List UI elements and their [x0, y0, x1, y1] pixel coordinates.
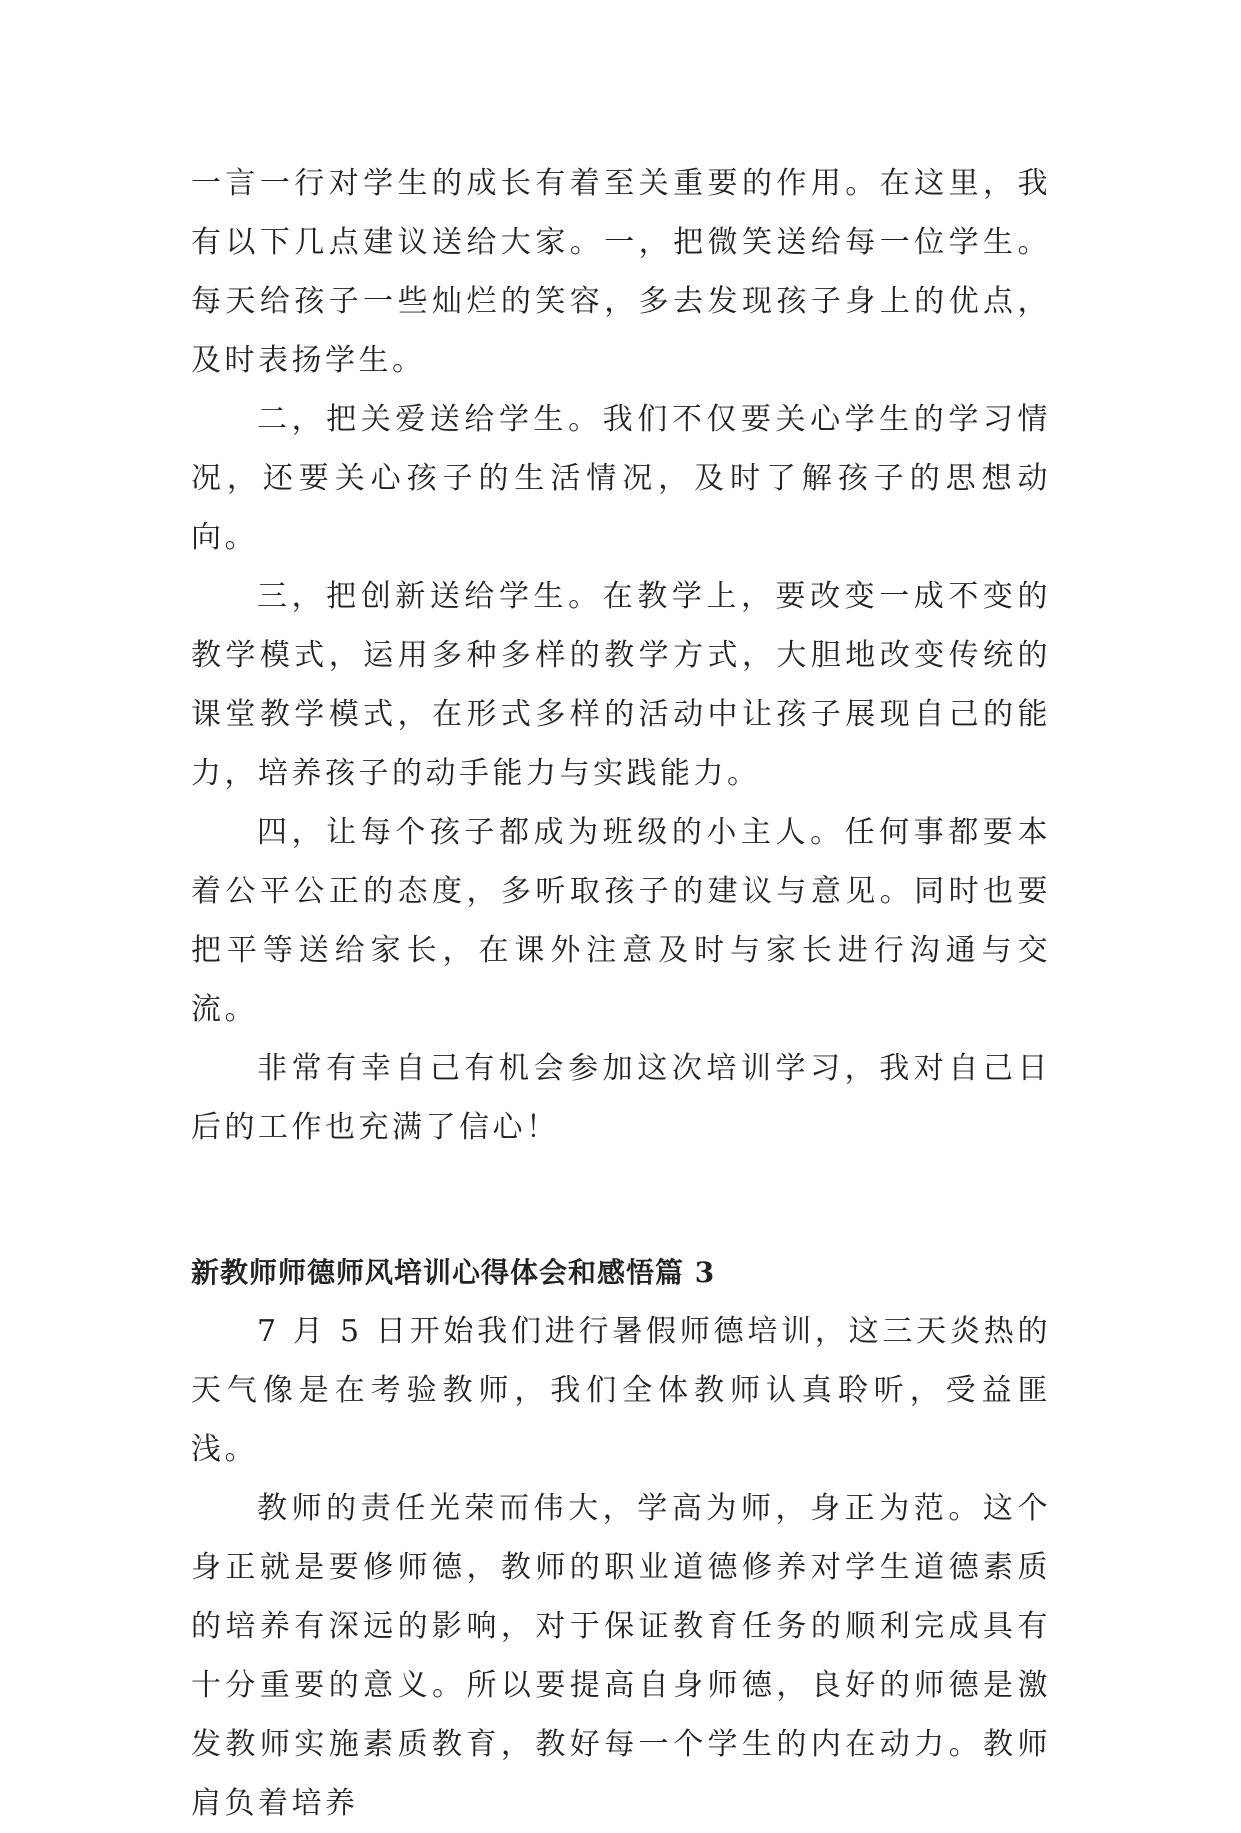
section-title: 新教师师德师风培训心得体会和感悟篇 3 [191, 1256, 716, 1289]
paragraph-conclusion: 非常有幸自己有机会参加这次培训学习，我对自己日后的工作也充满了信心！ [191, 1051, 1051, 1145]
paragraph-continued: 一言一行对学生的成长有着至关重要的作用。在这里，我有以下几点建议送给大家。一，把微笑送给每一位学生。每天给孩子一些灿烂的笑容，多去发现孩子身上的优点，及时表扬学生。 [191, 166, 1051, 378]
document-body [191, 154, 1051, 1833]
paragraph-intro: 7 月 5 日开始我们进行暑假师德培训，这三天炎热的天气像是在考验教师，我们全体教师认真聆听，受益匪浅。 [191, 1314, 1051, 1467]
paragraph-teacher-duty: 教师的责任光荣而伟大，学高为师，身正为范。这个身正就是要修师德，教师的职业道德修养对学生道德素质的培养有深远的影响，对于保证教育任务的顺利完成具有十分重要的意义。所以要提高自身师德，良好的师德是激发教师实施素质教育，教好每一个学生的内在动力。教师肩负着培养 [191, 1491, 1051, 1821]
paragraph-point-three: 三，把创新送给学生。在教学上，要改变一成不变的教学模式，运用多种多样的教学方式，大胆地改变传统的课堂教学模式，在形式多样的活动中让孩子展现自己的能力，培养孩子的动手能力与实践能力。 [191, 579, 1051, 791]
paragraph-point-four: 四，让每个孩子都成为班级的小主人。任何事都要本着公平公正的态度，多听取孩子的建议与意见。同时也要把平等送给家长，在课外注意及时与家长进行沟通与交流。 [191, 815, 1051, 1027]
paragraph-point-two: 二，把关爱送给学生。我们不仅要关心学生的学习情况，还要关心孩子的生活情况，及时了解孩子的思想动向。 [191, 402, 1051, 555]
